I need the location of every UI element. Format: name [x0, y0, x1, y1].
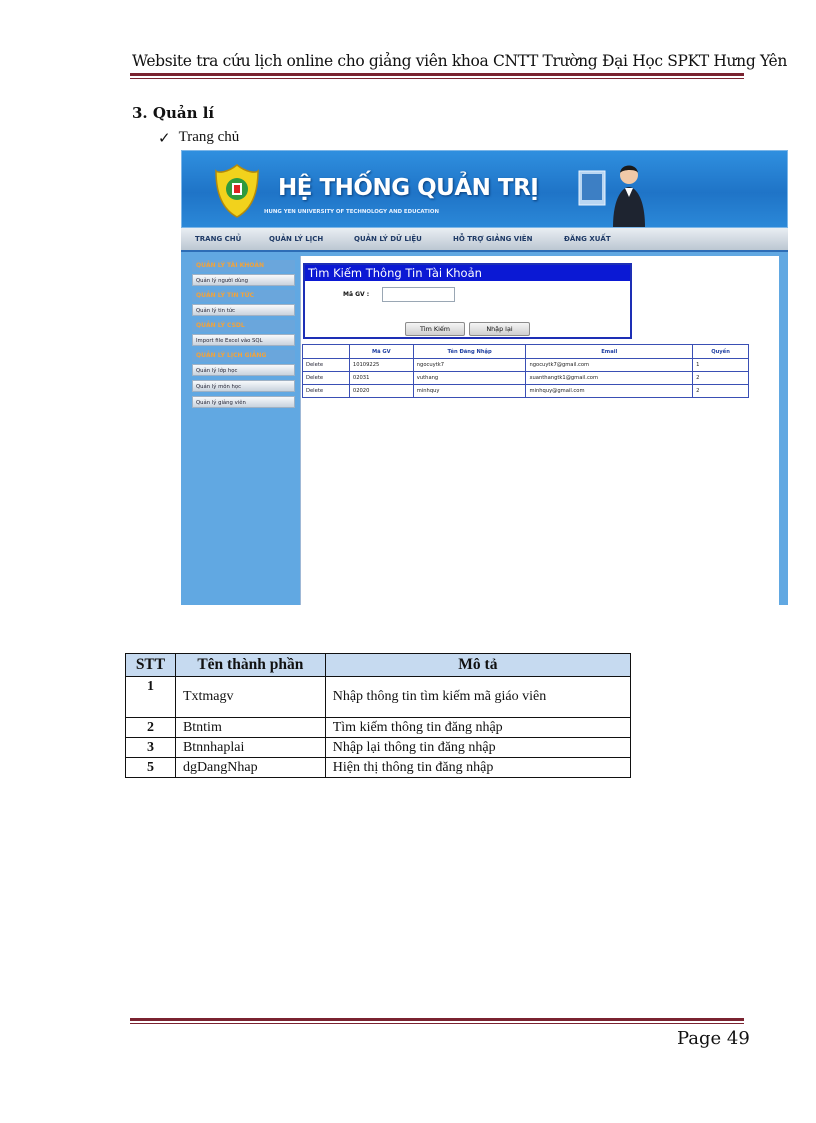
university-logo-icon	[214, 163, 260, 219]
grid-cell-username: ngocuytk7	[413, 359, 526, 372]
ma-gv-input[interactable]	[382, 287, 455, 302]
reset-button[interactable]: Nhập lại	[469, 322, 530, 336]
grid-cell-ma-gv: 02020	[349, 385, 413, 398]
ma-gv-label: Mã GV :	[343, 291, 370, 298]
nav-item-schedule[interactable]: QUẢN LÝ LỊCH	[269, 235, 324, 243]
grid-header-username: Tên Đăng Nhập	[413, 345, 526, 359]
desc-cell-description: Nhập lại thông tin đăng nhập	[325, 738, 630, 758]
delete-link[interactable]: Delete	[303, 385, 350, 398]
desc-cell-stt: 3	[126, 738, 176, 758]
sidebar-item-classes[interactable]: Quản lý lớp học	[192, 364, 295, 376]
desc-cell-component: Txtmagv	[175, 677, 325, 718]
grid-header-ma-gv: Mã GV	[349, 345, 413, 359]
page-number: Page 49	[677, 1028, 750, 1049]
delete-link[interactable]: Delete	[303, 372, 350, 385]
grid-cell-email: minhquy@gmail.com	[526, 385, 693, 398]
desc-row	[126, 758, 631, 778]
nav-item-home[interactable]: TRANG CHỦ	[195, 235, 242, 243]
grid-cell-username: minhquy	[413, 385, 526, 398]
grid-cell-email: xuanthangtk1@gmail.com	[526, 372, 693, 385]
desc-cell-stt: 1	[126, 677, 176, 718]
account-search-panel	[303, 263, 632, 339]
sidebar-heading-database: QUẢN LÝ CSDL	[192, 320, 295, 332]
grid-cell-role: 1	[693, 359, 749, 372]
sidebar-heading-news: QUẢN LÝ TIN TỨC	[192, 290, 295, 302]
search-button[interactable]: Tìm Kiếm	[405, 322, 465, 336]
admin-sidebar	[192, 260, 295, 412]
grid-cell-role: 2	[693, 372, 749, 385]
top-navbar	[181, 228, 788, 252]
desc-cell-component: Btntim	[175, 718, 325, 738]
sidebar-heading-schedule: QUẢN LÝ LỊCH GIẢNG	[192, 350, 295, 362]
bullet-item	[158, 129, 239, 148]
delete-link[interactable]: Delete	[303, 359, 350, 372]
grid-cell-email: ngocuytk7@gmail.com	[526, 359, 693, 372]
sidebar-item-subjects[interactable]: Quản lý môn học	[192, 380, 295, 392]
grid-header-role: Quyền	[693, 345, 749, 359]
grid-cell-ma-gv: 10109225	[349, 359, 413, 372]
desc-header-row	[126, 654, 631, 677]
desc-header-description: Mô tả	[325, 654, 630, 677]
grid-cell-username: vuthang	[413, 372, 526, 385]
desc-cell-description: Tìm kiếm thông tin đăng nhập	[325, 718, 630, 738]
receptionist-illustration-icon	[577, 157, 667, 227]
desc-row	[126, 677, 631, 718]
bullet-text: Trang chủ	[178, 129, 240, 145]
grid-header-action	[303, 345, 350, 359]
banner-subtitle: HUNG YEN UNIVERSITY OF TECHNOLOGY AND EDUCATION	[264, 209, 439, 215]
sidebar-item-lecturers[interactable]: Quản lý giảng viên	[192, 396, 295, 408]
nav-item-logout[interactable]: ĐĂNG XUẤT	[564, 235, 611, 243]
sidebar-item-users[interactable]: Quản lý người dùng	[192, 274, 295, 286]
desc-header-stt: STT	[126, 654, 176, 677]
grid-header-email: Email	[526, 345, 693, 359]
desc-cell-stt: 2	[126, 718, 176, 738]
sidebar-item-news[interactable]: Quản lý tin tức	[192, 304, 295, 316]
grid-row	[303, 359, 749, 372]
grid-row	[303, 385, 749, 398]
desc-header-component: Tên thành phần	[175, 654, 325, 677]
admin-banner	[181, 150, 788, 228]
checkmark-icon: ✓	[158, 131, 171, 147]
desc-row	[126, 738, 631, 758]
admin-content-panel	[300, 256, 779, 605]
desc-cell-description: Hiện thị thông tin đăng nhập	[325, 758, 630, 778]
grid-cell-ma-gv: 02031	[349, 372, 413, 385]
footer-rule	[130, 1018, 744, 1024]
document-header-title: Website tra cứu lịch online cho giảng viên khoa CNTT Trường Đại Học SPKT Hưng Yên	[132, 52, 787, 70]
desc-row	[126, 718, 631, 738]
desc-cell-component: Btnnhaplai	[175, 738, 325, 758]
banner-title: HỆ THỐNG QUẢN TRỊ	[278, 175, 539, 201]
admin-screenshot	[181, 150, 788, 605]
desc-cell-description: Nhập thông tin tìm kiếm mã giáo viên	[325, 677, 630, 718]
section-title: 3. Quản lí	[132, 104, 215, 122]
desc-cell-component: dgDangNhap	[175, 758, 325, 778]
header-rule	[130, 73, 744, 79]
grid-cell-role: 2	[693, 385, 749, 398]
sidebar-item-import-excel[interactable]: Import file Excel vào SQL	[192, 334, 295, 346]
grid-header-row	[303, 345, 749, 359]
sidebar-heading-accounts: QUẢN LÝ TÀI KHOẢN	[192, 260, 295, 272]
account-grid	[302, 344, 749, 398]
nav-item-data[interactable]: QUẢN LÝ DỮ LIỆU	[354, 235, 422, 243]
desc-cell-stt: 5	[126, 758, 176, 778]
grid-row	[303, 372, 749, 385]
nav-item-support[interactable]: HỖ TRỢ GIẢNG VIÊN	[453, 235, 533, 243]
component-description-table	[125, 653, 631, 778]
search-panel-title: Tìm Kiếm Thông Tin Tài Khoản	[305, 265, 630, 281]
